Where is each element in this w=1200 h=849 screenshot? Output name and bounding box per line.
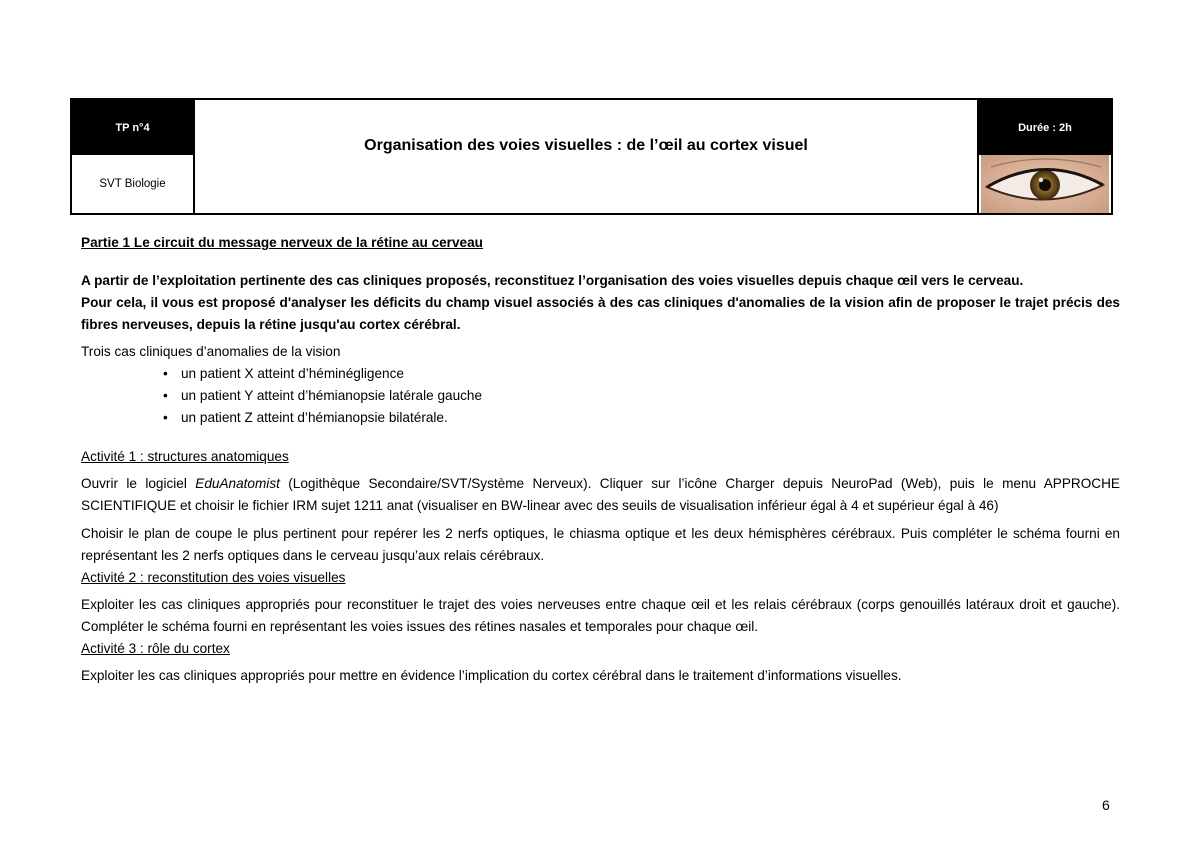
list-item: • un patient X atteint d’héminégligence bbox=[181, 363, 1120, 385]
eye-image bbox=[979, 155, 1111, 213]
list-item: • un patient Y atteint d’hémianopsie latérale gauche bbox=[181, 385, 1120, 407]
activite1-p1-before: Ouvrir le logiciel bbox=[81, 476, 196, 491]
page-number: 6 bbox=[1102, 797, 1110, 813]
software-name: EduAnatomist bbox=[195, 476, 280, 491]
activite1-paragraph1 bbox=[81, 473, 1120, 517]
duration-label: Durée : 2h bbox=[979, 100, 1111, 155]
header-table bbox=[70, 98, 1113, 215]
activite1-p1-after: (Logithèque Secondaire/SVT/Système Nerveux). Cliquer sur l’icône Charger depuis NeuroPad (Web), puis le menu APPROCHE SCIENTIFIQUE et choisir le fichier IRM sujet 1211 anat (visualiser en BW-linear avec des seuils de visualisation inférieur égal à 4 et supérieur égal à 46) bbox=[81, 476, 1120, 513]
header-left-column bbox=[72, 100, 195, 213]
partie1-intro-line1: A partir de l’exploitation pertinente des cas cliniques proposés, reconstituez l’organisation des voies visuelles depuis chaque œil vers le cerveau. bbox=[81, 273, 1024, 288]
activite2-paragraph: Exploiter les cas cliniques appropriés pour reconstituer le trajet des voies nerveuses entre chaque œil et les relais cérébraux (corps genouillés latéraux droit et gauche). Compléter le schéma fourni en représentant les voies issues des rétines nasales et temporales pour chaque œil. bbox=[81, 597, 1120, 634]
activite1-title: Activité 1 : structures anatomiques bbox=[81, 449, 289, 464]
list-item: • un patient Z atteint d’hémianopsie bilatérale. bbox=[181, 407, 1120, 429]
activite1-paragraph2: Choisir le plan de coupe le plus pertinent pour repérer les 2 nerfs optiques, le chiasma optique et les deux hémisphères cérébraux. Puis compléter le schéma fourni en représentant les 2 nerfs optiques dans le cerveau jusqu’aux relais cérébraux. bbox=[81, 526, 1120, 563]
subject-label: SVT Biologie bbox=[99, 178, 166, 190]
activite2-title: Activité 2 : reconstitution des voies visuelles bbox=[81, 570, 346, 585]
document-title: Organisation des voies visuelles : de l’œil au cortex visuel bbox=[364, 136, 808, 154]
partie1-title: Partie 1 Le circuit du message nerveux de la rétine au cerveau bbox=[81, 235, 483, 250]
activite3-title: Activité 3 : rôle du cortex bbox=[81, 641, 230, 656]
cases-list bbox=[81, 363, 1120, 429]
partie1-intro-line2: Pour cela, il vous est proposé d'analyser les déficits du champ visuel associés à des cas cliniques d'anomalies de la vision afin de proposer le trajet précis des fibres nerveuses, depuis la rétine jusqu'au cortex cérébral. bbox=[81, 295, 1120, 332]
cases-title: Trois cas cliniques d’anomalies de la vision bbox=[81, 344, 341, 359]
document-body bbox=[81, 232, 1120, 687]
tp-label: TP n°4 bbox=[72, 100, 193, 155]
eye-icon bbox=[981, 155, 1109, 213]
header-right-column bbox=[977, 100, 1111, 213]
activite3-paragraph: Exploiter les cas cliniques appropriés pour mettre en évidence l’implication du cortex cérébral dans le traitement d’informations visuelles. bbox=[81, 668, 902, 683]
